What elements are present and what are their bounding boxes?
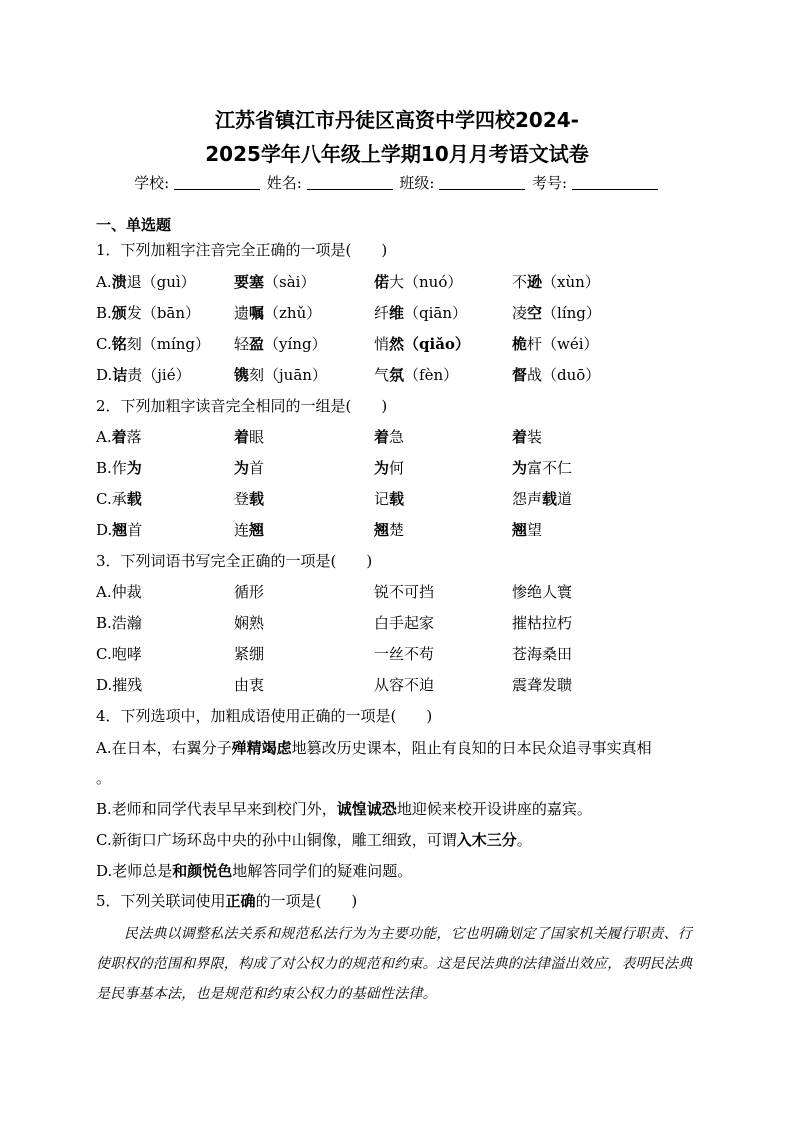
exam-title-line1: 江苏省镇江市丹徒区高资中学四校2024- — [215, 108, 579, 132]
q4-stem: 4．下列选项中，加粗成语使用正确的一项是( ) — [96, 707, 433, 725]
q3-option-cell: 娴熟 — [234, 614, 265, 632]
q2-option-cell: 为首 — [234, 459, 265, 477]
name-label: 姓名: — [266, 174, 302, 192]
q3-option-cell: B.浩瀚 — [96, 614, 142, 632]
class-blank[interactable] — [439, 175, 525, 190]
q4-option-a-continued: 。 — [96, 769, 112, 787]
q5-stem-bold: 正确 — [225, 892, 256, 910]
q4-d-pre: D.老师总是 — [96, 862, 173, 880]
q5-stem-pre: 5．下列关联词使用 — [96, 892, 226, 910]
name-blank[interactable] — [307, 175, 393, 190]
q3-option-cell: 苍海桑田 — [512, 645, 573, 663]
q4-c-post: 。 — [516, 831, 532, 849]
q1-option-cell: 凌空（líng） — [512, 304, 601, 322]
q1-option-cell: A.溃退（guì） — [96, 273, 196, 291]
q4-option-a — [96, 738, 652, 758]
q2-option-cell: D.翘首 — [96, 521, 143, 539]
school-blank[interactable] — [174, 175, 260, 190]
q1-option-cell: 气氛（fèn） — [374, 366, 459, 384]
q1-stem: 1．下列加粗字注音完全正确的一项是( ) — [96, 241, 388, 259]
q4-d-post: 地解答同学们的疑难问题。 — [232, 862, 413, 880]
q3-option-cell: A.仲裁 — [96, 583, 142, 601]
q2-option-cell: 翘望 — [512, 521, 543, 539]
q1-option-cell: 桅杆（wéi） — [512, 335, 599, 353]
q1-option-cell: 遗嘱（zhǔ） — [234, 304, 322, 322]
q1-option-cell: 悄然（qiǎo） — [374, 335, 470, 353]
q3-option-cell: 白手起家 — [374, 614, 435, 632]
q4-a-idiom: 殚精竭虑 — [231, 739, 292, 757]
q3-option-cell: 锐不可挡 — [374, 583, 435, 601]
q2-option-cell: C.承载 — [96, 490, 142, 508]
q4-option-d — [96, 861, 412, 881]
number-blank[interactable] — [572, 175, 658, 190]
q3-option-cell: 摧枯拉朽 — [512, 614, 573, 632]
student-info-line — [0, 172, 794, 193]
q1-option-cell: 镌刻（juān） — [234, 366, 327, 384]
q3-stem: 3．下列词语书写完全正确的一项是( ) — [96, 552, 373, 570]
q4-b-post: 地迎候来校开设讲座的嘉宾。 — [396, 800, 592, 818]
q5-stem-post: 的一项是( ) — [255, 892, 358, 910]
q1-option-cell: 轻盈（yíng） — [234, 335, 327, 353]
section-heading: 一、单选题 — [96, 216, 172, 234]
q2-option-cell: 翘楚 — [374, 521, 405, 539]
q3-option-cell: 从容不迫 — [374, 676, 435, 694]
q4-b-idiom: 诚惶诚恐 — [336, 800, 397, 818]
q2-option-cell: 着眼 — [234, 428, 265, 446]
q4-a-pre: A.在日本，右翼分子 — [96, 739, 232, 757]
q4-a-post: 地篡改历史课本，阻止有良知的日本民众追寻事实真相 — [291, 739, 652, 757]
q1-option-cell: 要塞（sài） — [234, 273, 316, 291]
q1-option-cell: D.诘责（jié） — [96, 366, 191, 384]
q1-option-cell: C.铭刻（míng） — [96, 335, 211, 353]
q3-option-cell: 紧绷 — [234, 645, 265, 663]
q2-option-cell: A.着落 — [96, 428, 142, 446]
q1-option-cell: 偌大（nuó） — [374, 273, 463, 291]
q3-option-cell: 一丝不苟 — [374, 645, 435, 663]
q4-c-pre: C.新街口广场环岛中央的孙中山铜像，雕工细致，可谓 — [96, 831, 457, 849]
q3-option-cell: 循形 — [234, 583, 265, 601]
q1-option-cell: 纤维（qiān） — [374, 304, 468, 322]
q5-passage: 民法典以调整私法关系和规范私法行为为主要功能，它也明确划定了国家机关履行职责、行使职权的范围和界限，构成了对公权力的规范和约束。这是民法典的法律溢出效应，表明民法典是民事基本法，也是规范和约束公权力的基础性法律。 — [96, 926, 693, 1002]
q4-b-pre: B.老师和同学代表早早来到校门外， — [96, 800, 337, 818]
q4-option-c — [96, 830, 532, 850]
q3-option-cell: D.摧残 — [96, 676, 143, 694]
q1-option-cell: B.颁发（bān） — [96, 304, 201, 322]
q2-option-cell: 连翘 — [234, 521, 265, 539]
school-label: 学校: — [134, 174, 170, 192]
q2-stem: 2．下列加粗字读音完全相同的一组是( ) — [96, 397, 388, 415]
q2-option-cell: 着急 — [374, 428, 405, 446]
q2-option-cell: 记载 — [374, 490, 405, 508]
q1-option-cell: 督战（duō） — [512, 366, 601, 384]
q4-option-b — [96, 799, 592, 819]
q2-option-cell: 登载 — [234, 490, 265, 508]
q4-c-idiom: 入木三分 — [456, 831, 517, 849]
q3-option-cell: 由衷 — [234, 676, 265, 694]
number-label: 考号: — [532, 174, 568, 192]
q2-option-cell: 为何 — [374, 459, 405, 477]
q4-d-idiom: 和颜悦色 — [172, 862, 233, 880]
q2-option-cell: 怨声载道 — [512, 490, 573, 508]
q2-option-cell: B.作为 — [96, 459, 142, 477]
q2-option-cell: 为富不仁 — [512, 459, 573, 477]
q3-option-cell: 震聋发聩 — [512, 676, 573, 694]
class-label: 班级: — [399, 174, 435, 192]
q3-option-cell: C.咆哮 — [96, 645, 142, 663]
q3-option-cell: 惨绝人寰 — [512, 583, 573, 601]
q5-stem — [96, 891, 357, 911]
q1-option-cell: 不逊（xùn） — [512, 273, 600, 291]
exam-title-line2: 2025学年八年级上学期10月月考语文试卷 — [205, 142, 589, 166]
q2-option-cell: 着装 — [512, 428, 543, 446]
